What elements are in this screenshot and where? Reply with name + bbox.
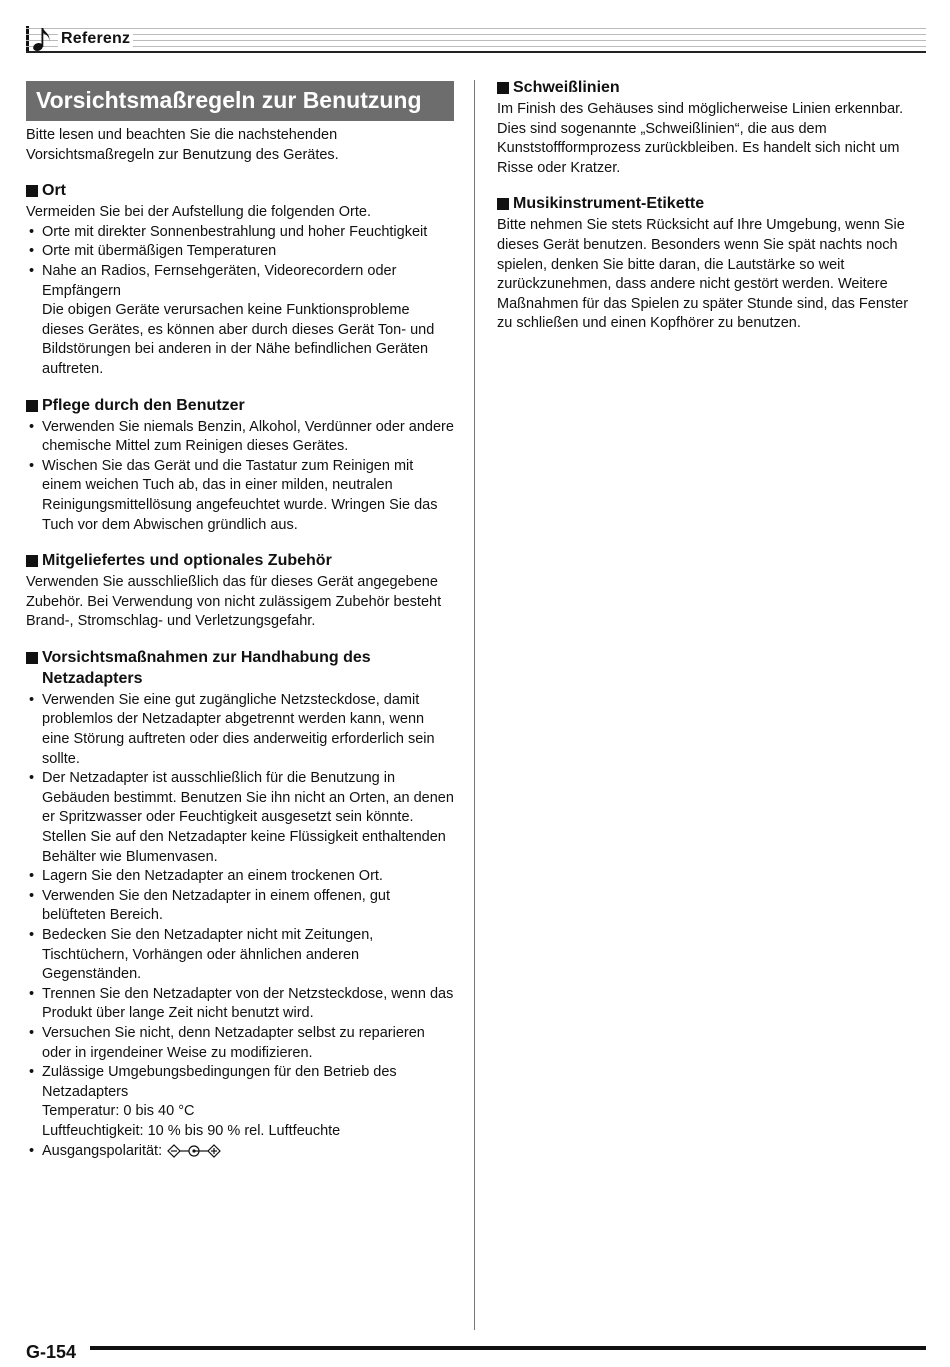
etikette-text: Bitte nehmen Sie stets Rücksicht auf Ihre Umgebung, wenn Sie dieses Gerät benutzen. Besonders wenn Sie spät nachts noch spielen, denken Sie bitte daran, die Lautstärke so weit zurückzunehmen, dass andere nicht gestört werden. Weitere Maßnahmen für das Spielen zu später Stunde sind, das Fenster zu schließen und einen Kopfhörer zu benutzen. [497, 217, 909, 332]
list-item: • Trennen Sie den Netzadapter von der Netzsteckdose, wenn das Produkt über lange Zeit nicht benutzt wird. [29, 985, 454, 1022]
list-item: • Der Netzadapter ist ausschließlich für die Benutzung in Gebäuden bestimmt. Benutzen Sie ihn nicht an Orten, an denen er Spritzwasser oder Feuchtigkeit ausgesetzt sein könnte. Stellen Sie auf den Netzadapter keine Flüssigkeit enthaltenden Behälter wie Blumenvasen. [29, 770, 454, 865]
list-item: • Bedecken Sie den Netzadapter nicht mit Zeitungen, Tischtüchern, Vorhängen oder ähnlichen anderen Gegenständen. [29, 927, 374, 983]
list-item: • Orte mit direkter Sonnenbestrahlung und hoher Feuchtigkeit [29, 223, 428, 240]
ort-list [26, 223, 454, 380]
heading-pflege: Pflege durch den Benutzer [26, 395, 454, 416]
right-column [497, 77, 925, 334]
square-bullet-icon [26, 400, 38, 412]
square-bullet-icon [26, 185, 38, 197]
header-title: Referenz [58, 30, 133, 48]
list-item: • Lagern Sie den Netzadapter an einem trockenen Ort. [29, 868, 383, 885]
list-item: • Orte mit übermäßigen Temperaturen [29, 243, 277, 260]
zubehoer-text: Verwenden Sie ausschließlich das für dieses Gerät angegebene Zubehör. Bei Verwendung von nicht zulässigem Zubehör besteht Brand-, Stromschlag- und Verletzungsgefahr. [26, 574, 442, 630]
polarity-symbol-icon [166, 1144, 222, 1158]
staff-line [26, 40, 926, 41]
staff-line [26, 51, 926, 53]
intro-text: Bitte lesen und beachten Sie die nachstehenden Vorsichtsmaßregeln zur Benutzung des Gerätes. [26, 127, 339, 163]
square-bullet-icon [26, 555, 38, 567]
env-temp: Temperatur: 0 bis 40 °C [42, 1103, 195, 1120]
list-item: • Verwenden Sie niemals Benzin, Alkohol, Verdünner oder andere chemische Mittel zum Reinigen dieses Gerätes. [29, 418, 454, 455]
list-item: • Verwenden Sie den Netzadapter in einem offenen, gut belüfteten Bereich. [29, 887, 390, 924]
heading-ort: Ort [26, 180, 454, 201]
list-item: • Wischen Sie das Gerät und die Tastatur zum Reinigen mit einem weichen Tuch ab, das in einer milden, neutralen Reinigungsmittellösung angefeuchtet wurde. Wringen Sie das Tuch vor dem Abwischen gründlich aus. [29, 457, 438, 533]
list-item: • Ausgangspolarität: [26, 1142, 454, 1162]
netzadapter-list [26, 691, 454, 1161]
pflege-list [26, 418, 454, 536]
heading-netzadapter: Vorsichtsmaßnahmen zur Handhabung des Netzadapters [26, 647, 454, 689]
music-note-icon [31, 25, 53, 53]
staff-line [26, 46, 926, 47]
heading-etikette: Musikinstrument-Etikette [497, 193, 925, 214]
list-item: • Verwenden Sie eine gut zugängliche Netzsteckdose, damit problemlos der Netzadapter abgetrennt werden kann, wenn eine Störung auftreten oder dies anderweitig erforderlich sein sollte. [29, 691, 435, 767]
staff-line [26, 34, 926, 35]
section-banner: Vorsichtsmaßregeln zur Benutzung [26, 81, 454, 121]
left-column [26, 81, 454, 1161]
list-item: • Nahe an Radios, Fernsehgeräten, Videorecordern oder Empfängern Die obigen Geräte verursachen keine Funktionsprobleme dieses Gerätes, es können aber durch dieses Gerät Ton- und Bildstörungen bei anderen in der Nähe befindlichen Geräten auftreten. [29, 262, 435, 377]
env-humidity: Luftfeuchtigkeit: 10 % bis 90 % rel. Luftfeuchte [42, 1122, 341, 1139]
schweiss-text: Im Finish des Gehäuses sind möglicherweise Linien erkennbar. Dies sind sogenannte „Schweißlinien“, die aus dem Kunststoffformprozess zurückbleiben. Es handelt sich nicht um Risse oder Kratzer. [497, 101, 904, 176]
list-item: • Versuchen Sie nicht, denn Netzadapter selbst zu reparieren oder in irgendeiner Weise zu modifizieren. [29, 1024, 425, 1061]
square-bullet-icon [497, 198, 509, 210]
ort-note: Die obigen Geräte verursachen keine Funktionsprobleme dieses Gerätes, es können aber durch dieses Gerät Ton- und Bildstörungen bei anderen in der Nähe befindlichen Geräten auftreten. [42, 302, 435, 377]
square-bullet-icon [497, 82, 509, 94]
footer-rule [90, 1346, 926, 1350]
ort-intro: Vermeiden Sie bei der Aufstellung die folgenden Orte. [26, 204, 372, 221]
header-staff [26, 26, 926, 52]
heading-zubehoer: Mitgeliefertes und optionales Zubehör [26, 550, 454, 571]
square-bullet-icon [26, 652, 38, 664]
heading-schweisslinien: Schweißlinien [497, 77, 925, 98]
column-divider [474, 80, 475, 1330]
list-item: • Zulässige Umgebungsbedingungen für den Betrieb des Netzadapters Temperatur: 0 bis 40 °C Luftfeuchtigkeit: 10 % bis 90 % rel. Luftfeuchte [29, 1064, 397, 1139]
page-number: G-154 [26, 1342, 77, 1362]
staff-line [26, 28, 926, 29]
